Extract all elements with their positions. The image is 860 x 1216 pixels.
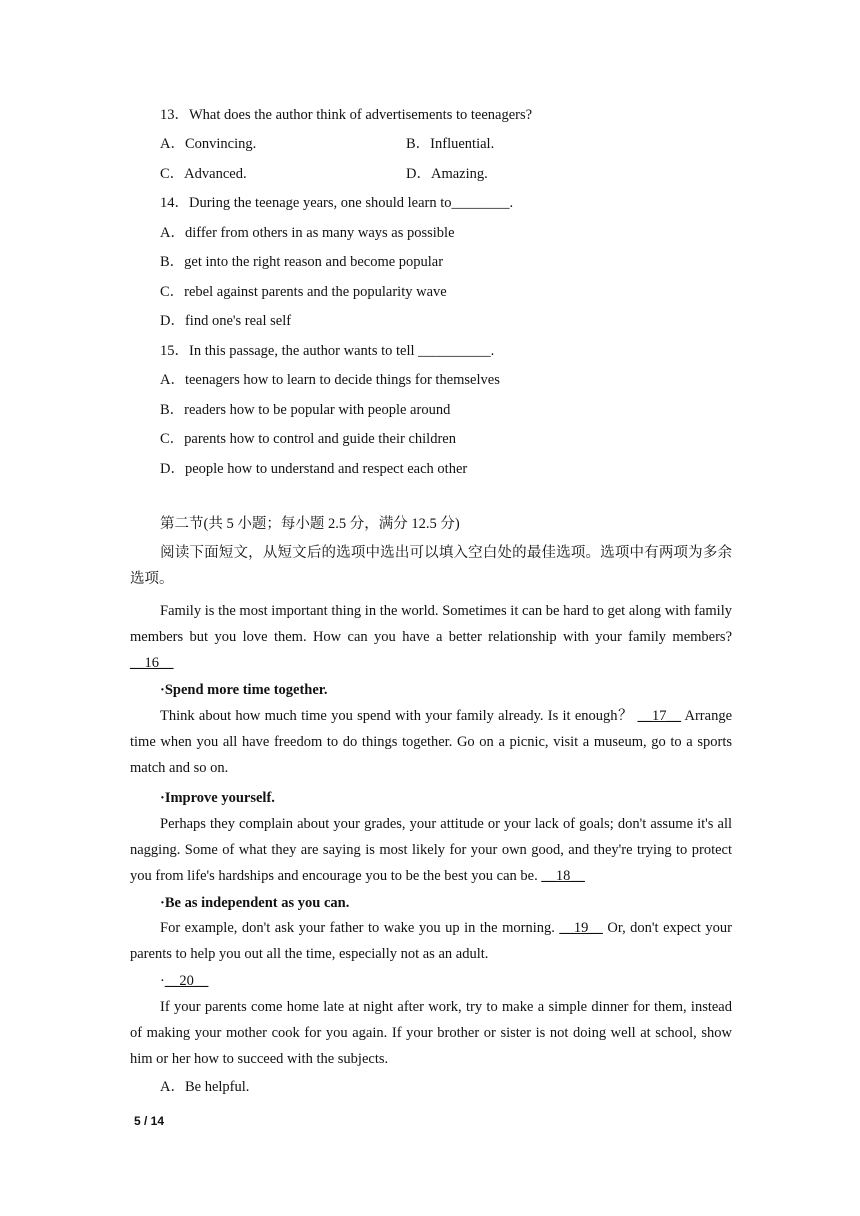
section-heading: 第二节(共 5 小题；每小题 2.5 分，满分 12.5 分) <box>160 516 460 532</box>
blank-16: __16__ <box>130 655 174 671</box>
paragraph-2b-text: Arrange time when you all have freedom to do things together. Go on a picnic, visit a museum, go to a sports match and so on. <box>130 708 733 776</box>
paragraph-2-text: Think about how much time you spend with your family already. Is it enough？ <box>160 708 634 724</box>
bullet-dot: · <box>160 973 165 989</box>
question-13-option-a: A．Convincing. <box>160 136 257 152</box>
subheading-improve: ·Improve yourself. <box>160 790 275 806</box>
option-a-be-helpful: A．Be helpful. <box>160 1079 250 1095</box>
paragraph-3 <box>130 811 732 889</box>
blank-20-line <box>160 972 208 990</box>
question-15-stem: 15．In this passage, the author wants to tell __________. <box>160 343 495 359</box>
subheading-independent: ·Be as independent as you can. <box>160 895 350 911</box>
subheading-spend-time: ·Spend more time together. <box>160 682 328 698</box>
question-13-option-c: C．Advanced. <box>160 166 247 182</box>
paragraph-5-text: If your parents come home late at night after work, try to make a simple dinner for them, instead of making your mother cook for you again. If your brother or sister is not doing well at school, show him or her how to succeed with the subjects. <box>130 999 732 1067</box>
question-13-option-b: B．Influential. <box>406 136 495 152</box>
question-15-option-a: A．teenagers how to learn to decide things for themselves <box>160 372 500 388</box>
question-14-option-d: D．find one's real self <box>160 313 292 329</box>
instructions-text: 阅读下面短文，从短文后的选项中选出可以填入空白处的最佳选项。选项中有两项为多余选项。 <box>130 545 732 587</box>
question-14-option-c: C．rebel against parents and the popularity wave <box>160 284 447 300</box>
section-instructions <box>130 540 732 592</box>
question-15-option-d: D．people how to understand and respect each other <box>160 461 468 477</box>
question-13-stem: 13．What does the author think of advertisements to teenagers? <box>160 107 533 123</box>
paragraph-4-text: For example, don't ask your father to wake you up in the morning. <box>160 920 555 936</box>
question-15-option-b: B．readers how to be popular with people around <box>160 402 451 418</box>
blank-20: __20__ <box>164 973 209 989</box>
blank-18: __18__ <box>541 868 585 884</box>
question-14-option-a: A．differ from others in as many ways as possible <box>160 225 455 241</box>
question-15-option-c: C．parents how to control and guide their children <box>160 431 456 447</box>
paragraph-4b-text: Or, don't expect your parents to help you out all the time, especially not as an adult. <box>130 920 732 962</box>
paragraph-1 <box>130 598 732 676</box>
question-14-stem: 14．During the teenage years, one should learn to________. <box>160 195 514 211</box>
paragraph-3-text: Perhaps they complain about your grades, your attitude or your lack of goals; don't assume it's all nagging. Some of what they are saying is most likely for your own good, and they're trying to protect you from life's hardships and encourage you to be the best you can be. <box>130 816 732 884</box>
page-number: 5 / 14 <box>134 1114 165 1128</box>
blank-17: __17__ <box>637 708 682 724</box>
paragraph-4 <box>130 915 732 967</box>
question-13-option-d: D．Amazing. <box>406 166 488 182</box>
paragraph-2 <box>130 703 732 781</box>
paragraph-5 <box>130 994 732 1072</box>
blank-19: __19__ <box>559 920 603 936</box>
paragraph-1-text: Family is the most important thing in the world. Sometimes it can be hard to get along with family members but you love them. How can you have a better relationship with your family members? <box>130 603 732 645</box>
question-14-option-b: B．get into the right reason and become popular <box>160 254 444 270</box>
